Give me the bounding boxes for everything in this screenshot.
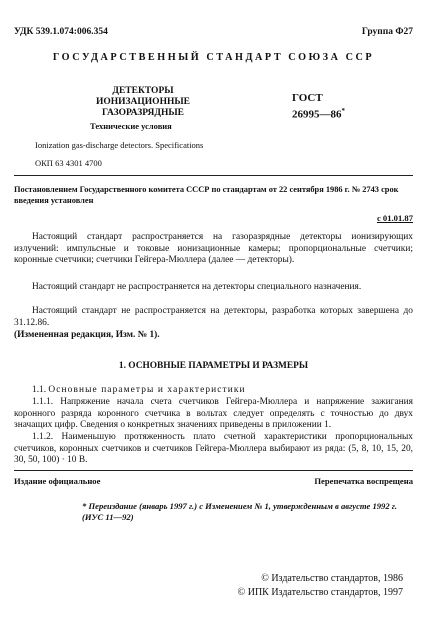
standard-name: ГОСУДАРСТВЕННЫЙ СТАНДАРТ СОЮЗА ССР [52,52,375,63]
gost-block [292,92,345,122]
group-code: Группа Ф27 [361,27,413,37]
gost-label: ГОСТ [292,92,323,104]
paragraph-exclusion-special: Настоящий стандарт не распространяется на детекторы специального назначения. [32,282,362,292]
udk-code: УДК 539.1.074:006.354 [14,27,108,37]
reissue-note: * Переиздание (январь 1997 г.) с Изменением № 1, утвержденным в августе 1992 г. (ИУС 11—92) [82,501,398,522]
copyright-1997: © ИПК Издательство стандартов, 1997 [237,587,403,598]
title-line-1: ДЕТЕКТОРЫ ИОНИЗАЦИОННЫЕ [95,86,191,107]
paragraph-scope: Настоящий стандарт распространяется на газоразрядные детекторы ионизирующих излучений: импульсные и токовые ионизационные камеры; пропорциональные счетчики; коронные счетчики; счетчики Гейгера-Мюллера (далее — детекторы). [14,232,413,266]
decree-text: Постановлением Государственного комитета СССР по стандартам от 22 сентября 1986 г. № 2743 срок введения установлен [14,185,399,205]
gost-number: 26995—86* [292,107,345,121]
document-subtitle: Технические условия [90,121,172,131]
amendment-note: (Измененная редакция, Изм. № 1). [14,330,160,340]
paragraph-exclusion-date: Настоящий стандарт не распространяется на детекторы, разработка которых завершена до 31.12.86. [14,306,413,328]
copyright-1986: © Издательство стандартов, 1986 [261,573,403,584]
divider-bottom [14,470,413,471]
subsection-title: 1.1. Основные параметры и характеристики [32,385,246,395]
clause-1-1-2: 1.1.2. Наименьшую протяженность плато счетной характеристики пропорциональных счетчиков, коронных счетчиков и счетчиков Гейгера-Мюллера выбирают из ряда: (5, 8, 10, 15, 20, 30, 50, 100) · 10 В. [14,432,413,466]
edition-label: Издание официальное [14,476,101,486]
reprint-notice: Перепечатка воспрещена [314,476,413,486]
document-title [68,86,218,119]
divider-top [14,175,413,176]
effective-date: с 01.01.87 [376,213,413,223]
section-title: 1. ОСНОВНЫЕ ПАРАМЕТРЫ И РАЗМЕРЫ [118,361,309,371]
english-title: Ionization gas-discharge detectors. Specifications [35,140,204,150]
title-line-2: ГАЗОРАЗРЯДНЫЕ [101,108,185,118]
clause-1-1-1: 1.1.1. Напряжение начала счета счетчиков Гейгера-Мюллера и напряжение зажигания коронного разряда коронного счетчика в вольтах следует определять с точностью до двух значащих цифр. Сведения о конкретных значениях приведены в приложении 1. [14,397,413,431]
okp-code: ОКП 63 4301 4700 [35,158,102,168]
